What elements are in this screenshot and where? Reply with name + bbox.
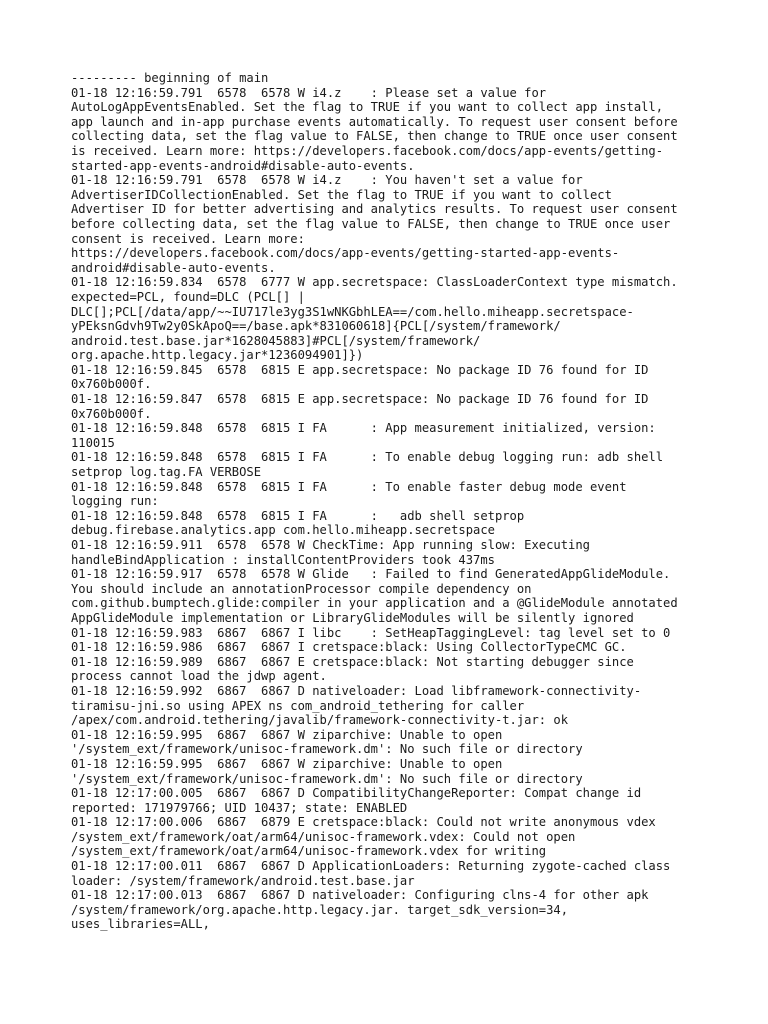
log-line: android#disable-auto-events.: [71, 260, 276, 275]
log-line: 01-18 12:16:59.848 6578 6815 I FA : To enable debug logging run: adb shell: [71, 450, 664, 465]
log-line: handleBindApplication : installContentProviders took 437ms: [71, 552, 495, 567]
log-line: reported: 171979766; UID 10437; state: ENABLED: [71, 800, 408, 815]
log-line: started-app-events-android#disable-auto-events.: [71, 158, 415, 173]
log-line: AdvertiserIDCollectionEnabled. Set the flag to TRUE if you want to collect: [71, 187, 612, 202]
log-line: 01-18 12:16:59.986 6867 6867 I cretspace:black: Using CollectorTypeCMC GC.: [71, 640, 627, 655]
log-line: yPEksnGdvh9Tw2y0SkApoQ==/base.apk*831060618]{PCL[/system/framework/: [71, 319, 561, 334]
log-line: 01-18 12:16:59.834 6578 6777 W app.secretspace: ClassLoaderContext type mismatch.: [71, 275, 678, 290]
log-line: /system/framework/org.apache.http.legacy.jar. target_sdk_version=34,: [71, 902, 569, 917]
log-line: Advertiser ID for better advertising and analytics results. To request user consent: [71, 202, 678, 217]
log-line: 01-18 12:16:59.847 6578 6815 E app.secretspace: No package ID 76 found for ID: [71, 392, 649, 407]
log-line: 01-18 12:16:59.989 6867 6867 E cretspace:black: Not starting debugger since: [71, 654, 634, 669]
log-line: setprop log.tag.FA VERBOSE: [71, 465, 262, 480]
log-line: debug.firebase.analytics.app com.hello.miheapp.secretspace: [71, 523, 495, 538]
log-line: /system_ext/framework/oat/arm64/unisoc-framework.vdex: Could not open: [71, 829, 576, 844]
log-line: 0x760b000f.: [71, 377, 152, 392]
log-line: '/system_ext/framework/unisoc-framework.dm': No such file or directory: [71, 771, 583, 786]
log-line: 0x760b000f.: [71, 406, 152, 421]
log-line: /apex/com.android.tethering/javalib/framework-connectivity-t.jar: ok: [71, 713, 569, 728]
log-line: expected=PCL, found=DLC (PCL[] |: [71, 289, 305, 304]
log-line: android.test.base.jar*1628045883]#PCL[/system/framework/: [71, 333, 481, 348]
log-line: 01-18 12:16:59.992 6867 6867 D nativeloader: Load libframework-connectivity-: [71, 683, 642, 698]
log-line: tiramisu-jni.so using APEX ns com_android_tethering for caller: [71, 698, 525, 713]
log-line: 110015: [71, 435, 115, 450]
log-line: '/system_ext/framework/unisoc-framework.dm': No such file or directory: [71, 742, 583, 757]
log-line: 01-18 12:16:59.791 6578 6578 W i4.z : You haven't set a value for: [71, 173, 583, 188]
log-line: loader: /system/framework/android.test.base.jar: [71, 873, 415, 888]
log-line: 01-18 12:17:00.005 6867 6867 D CompatibilityChangeReporter: Compat change id: [71, 786, 642, 801]
log-line: 01-18 12:16:59.848 6578 6815 I FA : To enable faster debug mode event: [71, 479, 627, 494]
log-line: 01-18 12:16:59.983 6867 6867 I libc : SetHeapTaggingLevel: tag level set to 0: [71, 625, 671, 640]
log-line: 01-18 12:16:59.848 6578 6815 I FA : App measurement initialized, version:: [71, 421, 656, 436]
log-document: [71, 71, 701, 932]
log-line: --------- beginning of main: [71, 71, 269, 85]
log-line: app launch and in-app purchase events automatically. To request user consent before: [71, 114, 678, 129]
log-line: 01-18 12:16:59.911 6578 6578 W CheckTime: App running slow: Executing: [71, 538, 590, 552]
log-line: AutoLogAppEventsEnabled. Set the flag to TRUE if you want to collect app install,: [71, 100, 664, 115]
log-line: 01-18 12:17:00.013 6867 6867 D nativeloader: Configuring clns-4 for other apk: [71, 888, 649, 903]
log-line: collecting data, set the flag value to FALSE, then change to TRUE once user consent: [71, 129, 678, 144]
log-line: uses_libraries=ALL,: [71, 917, 210, 932]
log-line: DLC[];PCL[/data/app/~~IU717le3yg3S1wNKGbhLEA==/com.hello.miheapp.secretspace-: [71, 304, 634, 319]
log-line: 01-18 12:16:59.791 6578 6578 W i4.z : Please set a value for: [71, 85, 547, 100]
log-line: 01-18 12:16:59.848 6578 6815 I FA : adb shell setprop: [71, 508, 525, 523]
log-line: /system_ext/framework/oat/arm64/unisoc-framework.vdex for writing: [71, 844, 547, 859]
log-line: https://developers.facebook.com/docs/app-events/getting-started-app-events-: [71, 246, 620, 261]
log-line: 01-18 12:17:00.011 6867 6867 D ApplicationLoaders: Returning zygote-cached class: [71, 859, 671, 874]
log-line: is received. Learn more: https://developers.facebook.com/docs/app-events/getting-: [71, 143, 664, 158]
log-line: logging run:: [71, 494, 159, 509]
log-line: consent is received. Learn more:: [71, 231, 305, 246]
log-line: 01-18 12:16:59.917 6578 6578 W Glide : Failed to find GeneratedAppGlideModule.: [71, 567, 671, 582]
log-line: AppGlideModule implementation or LibraryGlideModules will be silently ignored: [71, 610, 634, 625]
log-line: 01-18 12:16:59.995 6867 6867 W ziparchive: Unable to open: [71, 756, 503, 771]
log-line: You should include an annotationProcessor compile dependency on: [71, 581, 532, 596]
log-line: com.github.bumptech.glide:compiler in your application and a @GlideModule annotated: [71, 596, 678, 611]
log-line: 01-18 12:17:00.006 6867 6879 E cretspace:black: Could not write anonymous vdex: [71, 815, 656, 830]
log-line: 01-18 12:16:59.995 6867 6867 W ziparchive: Unable to open: [71, 727, 503, 742]
log-line: before collecting data, set the flag value to FALSE, then change to TRUE once user: [71, 216, 671, 231]
log-line: 01-18 12:16:59.845 6578 6815 E app.secretspace: No package ID 76 found for ID: [71, 362, 649, 377]
log-line: process cannot load the jdwp agent.: [71, 669, 327, 684]
log-line: org.apache.http.legacy.jar*1236094901]}): [71, 348, 364, 363]
